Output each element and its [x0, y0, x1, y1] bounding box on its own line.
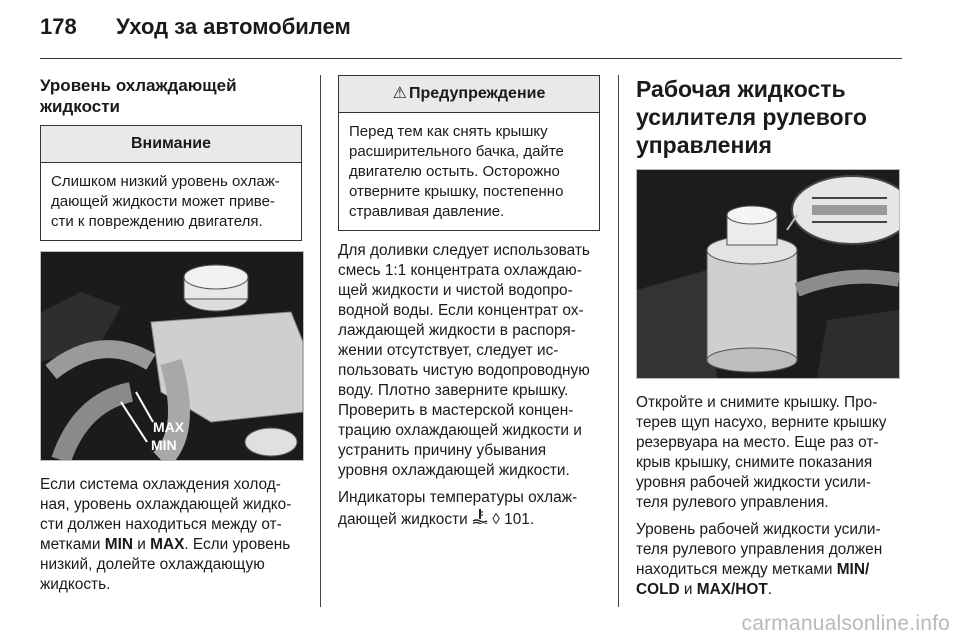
- warning-triangle-icon: ⚠: [392, 85, 407, 102]
- column-divider-2: [618, 75, 619, 607]
- page-number: 178: [40, 14, 77, 39]
- mark-max-hot: MAX/HOT: [696, 581, 768, 598]
- steering-level-paragraph: Уровень рабочей жидкости усили-теля рулевого управления должен находиться между метками MIN/ COLD и MAX/HOT.: [636, 521, 883, 598]
- reference-page: 101.: [499, 511, 535, 528]
- caution-box: [40, 125, 302, 241]
- reference-symbol: ◊: [492, 511, 500, 528]
- mark-max: MAX: [150, 536, 185, 553]
- temperature-gauge-icon: [472, 508, 488, 524]
- refill-paragraph: Для доливки следует использовать смесь 1:1 концентрата охлаждаю-щей жидкости и чистой водопро-водной воды. Если концентрат ох-лаждающей жидкости в распоря-жении отсутствует, следует ис-пользовать чистую водопроводную воду. Плотно заверните крышку. Проверить в мастерской концен-трацию охлаждающей жидкости и устранить причину убывания уровня охлаждающей жидкости.: [338, 242, 590, 479]
- middle-column: [338, 75, 600, 537]
- column-divider-1: [320, 75, 321, 607]
- mark-min: MIN: [104, 536, 133, 553]
- coolant-reservoir-figure: [40, 251, 304, 461]
- temperature-indicator-paragraph: Индикаторы температуры охлаж-дающей жидкости ◊ 101.: [338, 489, 578, 528]
- right-column: [636, 75, 900, 607]
- coolant-section-title: Уровень охлаждающей жидкости: [40, 76, 237, 116]
- page-header: [40, 14, 351, 44]
- header-rule: [40, 58, 902, 59]
- steering-fluid-illustration: [637, 170, 899, 378]
- left-column: [40, 75, 302, 602]
- steering-check-paragraph: Откройте и снимите крышку. Про-терев щуп насухо, верните крышку резервуара на место. Еще раз от-крыв крышку, снимите показания уровня рабочей жидкости усили-теля рулевого управления.: [636, 394, 887, 511]
- warning-title: Предупреждение: [409, 85, 546, 102]
- mark-min-cold: MIN/ COLD: [636, 561, 870, 598]
- caution-text: Слишком низкий уровень охлаж-дающей жидкости может приве-сти к повреждению двигателя.: [51, 173, 280, 230]
- warning-box: [338, 75, 600, 231]
- watermark: carmanualsonline.info: [741, 612, 950, 635]
- coolant-level-paragraph: Если система охлаждения холод-ная, уровень охлаждающей жидко-сти должен находиться между от-метками MIN и MAX. Если уровень низкий, долейте охлаждающую жидкость.: [40, 476, 292, 593]
- warning-text: Перед тем как снять крышку расширительного бачка, дайте двигателю остыть. Осторожно отверните крышку, постепенно стравливая давление.: [349, 123, 564, 220]
- min-label: MIN: [151, 437, 177, 453]
- warning-header: [339, 76, 599, 113]
- steering-fluid-section-title: Рабочая жидкость усилителя рулевого управления: [636, 76, 867, 158]
- page-title: Уход за автомобилем: [116, 14, 351, 39]
- caution-title: Внимание: [41, 126, 301, 163]
- steering-fluid-figure: [636, 169, 900, 379]
- coolant-reservoir-illustration: [41, 252, 303, 460]
- max-label: MAX: [153, 419, 185, 435]
